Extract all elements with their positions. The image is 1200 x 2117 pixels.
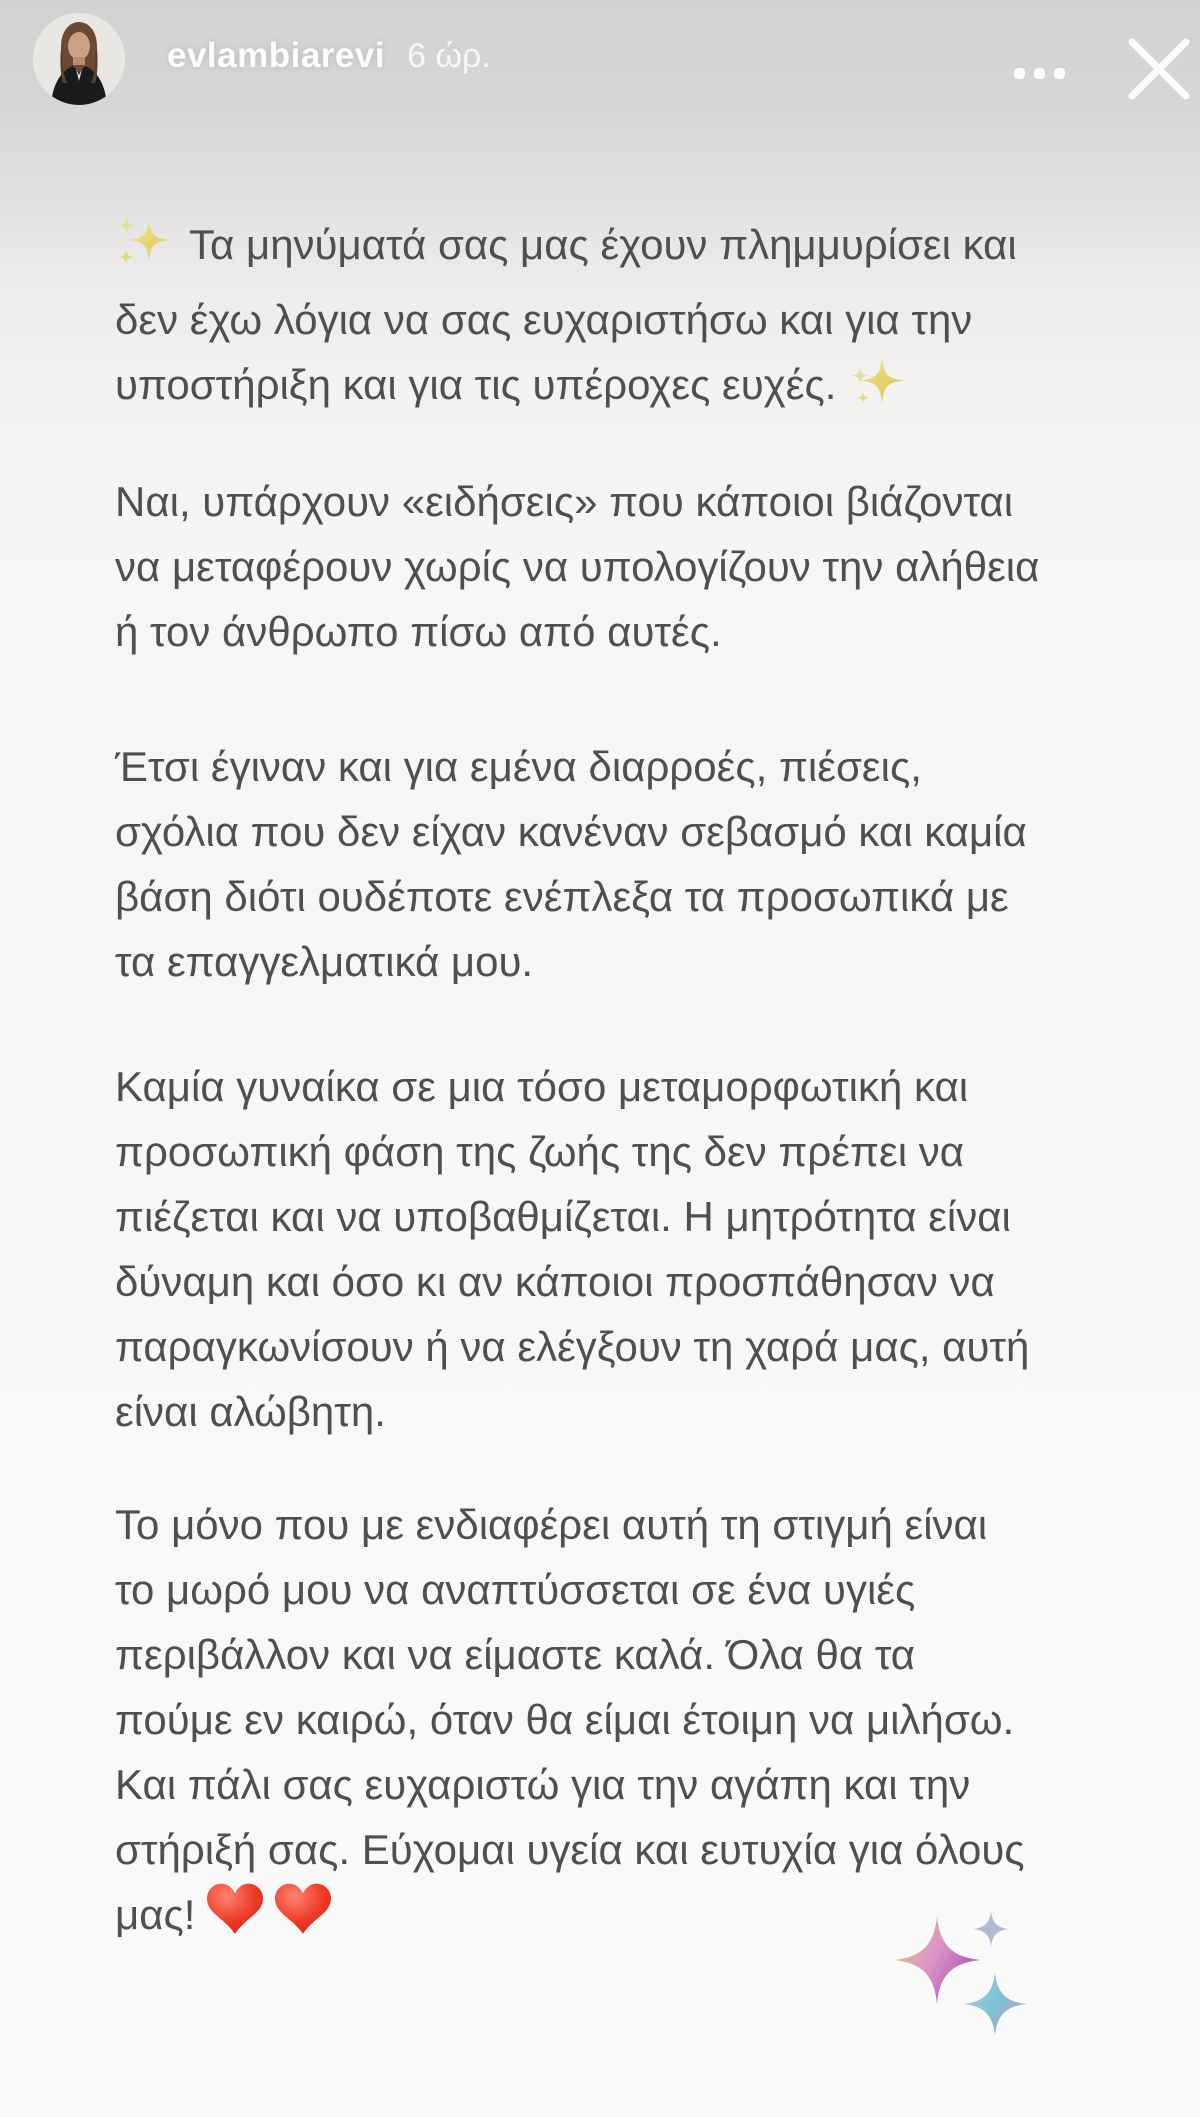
story-text: το μωρό μου να αναπτύσσεται σε ένα υγιές xyxy=(115,1566,916,1613)
story-text: βάση διότι ουδέποτε ενέπλεξα τα προσωπικά με xyxy=(115,873,1009,920)
story-text: ή τον άνθρωπο πίσω από αυτές. xyxy=(115,608,722,655)
story-text: παραγκωνίσουν ή να ελέγξουν τη χαρά μας, αυτή xyxy=(115,1323,1030,1370)
story-text: Το μόνο που με ενδιαφέρει αυτή τη στιγμή είναι xyxy=(115,1501,988,1548)
story-text: Ναι, υπάρχουν «ειδήσεις» που κάποιοι βιάζονται xyxy=(115,478,1014,525)
story-header xyxy=(0,0,1200,132)
story-line xyxy=(115,1184,1115,1249)
story-line xyxy=(115,799,1115,864)
close-x-glyph xyxy=(1124,34,1194,104)
sparkles-sticker xyxy=(878,1898,1043,2043)
story-line xyxy=(115,1817,1115,1882)
sticker-star-large xyxy=(893,1916,981,2004)
story-line xyxy=(115,1054,1115,1119)
story-paragraph xyxy=(115,1054,1115,1444)
story-text: να μεταφέρουν χωρίς να υπολογίζουν την αλήθεια xyxy=(115,543,1040,590)
story-line xyxy=(115,287,1115,352)
story-line xyxy=(115,1752,1115,1817)
story-paragraph xyxy=(115,1492,1115,1953)
story-line xyxy=(115,1687,1115,1752)
more-dot xyxy=(1034,68,1045,79)
story-line xyxy=(115,864,1115,929)
story-text: Έτσι έγιναν και για εμένα διαρροές, πιέσεις, xyxy=(115,743,922,790)
avatar[interactable] xyxy=(33,13,125,105)
story-line xyxy=(115,212,1115,287)
story-line xyxy=(115,534,1115,599)
story-paragraph xyxy=(115,469,1115,664)
story-text: Καμία γυναίκα σε μια τόσο μεταμορφωτική και xyxy=(115,1063,969,1110)
story-line xyxy=(115,1557,1115,1622)
story-text: δύναμη και όσο κι αν κάποιοι προσπάθησαν να xyxy=(115,1258,995,1305)
story-line xyxy=(115,734,1115,799)
story-line xyxy=(115,469,1115,534)
sparkles-emoji-icon xyxy=(850,353,908,427)
username[interactable]: evlambiarevi xyxy=(167,36,386,75)
story-text: είναι αλώβητη. xyxy=(115,1388,386,1435)
story-text: μας! xyxy=(115,1891,196,1938)
story-text: υποστήριξη και για τις υπέροχες ευχές. xyxy=(115,361,837,408)
story-text: δεν έχω λόγια να σας ευχαριστήσω και για την xyxy=(115,296,973,343)
sticker-star-small xyxy=(973,1911,1009,1947)
story-line xyxy=(115,1314,1115,1379)
avatar-image xyxy=(33,13,125,105)
more-dot xyxy=(1054,68,1065,79)
story-line xyxy=(115,1249,1115,1314)
story-line xyxy=(115,599,1115,664)
story-timestamp: 6 ώρ. xyxy=(407,37,491,75)
close-icon[interactable] xyxy=(1124,34,1194,104)
story-text: Και πάλι σας ευχαριστώ για την αγάπη και την xyxy=(115,1761,971,1808)
story-line xyxy=(115,1622,1115,1687)
story-line xyxy=(115,352,1115,427)
sticker-star-medium xyxy=(963,1972,1027,2036)
user-row xyxy=(167,36,491,76)
story-text: σχόλια που δεν είχαν κανέναν σεβασμό και καμία xyxy=(115,808,1027,855)
sparkles-emoji-icon xyxy=(115,213,173,287)
story-line xyxy=(115,1492,1115,1557)
story-text: πιέζεται και να υποβαθμίζεται. Η μητρότητα είναι xyxy=(115,1193,1011,1240)
story-text: στήριξή σας. Εύχομαι υγεία και ευτυχία για όλους xyxy=(115,1826,1025,1873)
story-text: Τα μηνύματά σας μας έχουν πλημμυρίσει και xyxy=(189,221,1017,268)
more-options-icon[interactable] xyxy=(1008,62,1071,85)
story-line xyxy=(115,929,1115,994)
story-text: πούμε εν καιρώ, όταν θα είμαι έτοιμη να μιλήσω. xyxy=(115,1696,1015,1743)
story-text: τα επαγγελματικά μου. xyxy=(115,938,534,985)
red-heart-emoji-icon xyxy=(275,1883,331,1953)
story-line xyxy=(115,1119,1115,1184)
more-dot xyxy=(1014,68,1025,79)
story-paragraph xyxy=(115,734,1115,994)
story-paragraph xyxy=(115,212,1115,427)
red-heart-emoji-icon xyxy=(207,1883,263,1953)
story-text: περιβάλλον και να είμαστε καλά. Όλα θα τα xyxy=(115,1631,916,1678)
story-text: προσωπική φάση της ζωής της δεν πρέπει να xyxy=(115,1128,964,1175)
story-line xyxy=(115,1379,1115,1444)
